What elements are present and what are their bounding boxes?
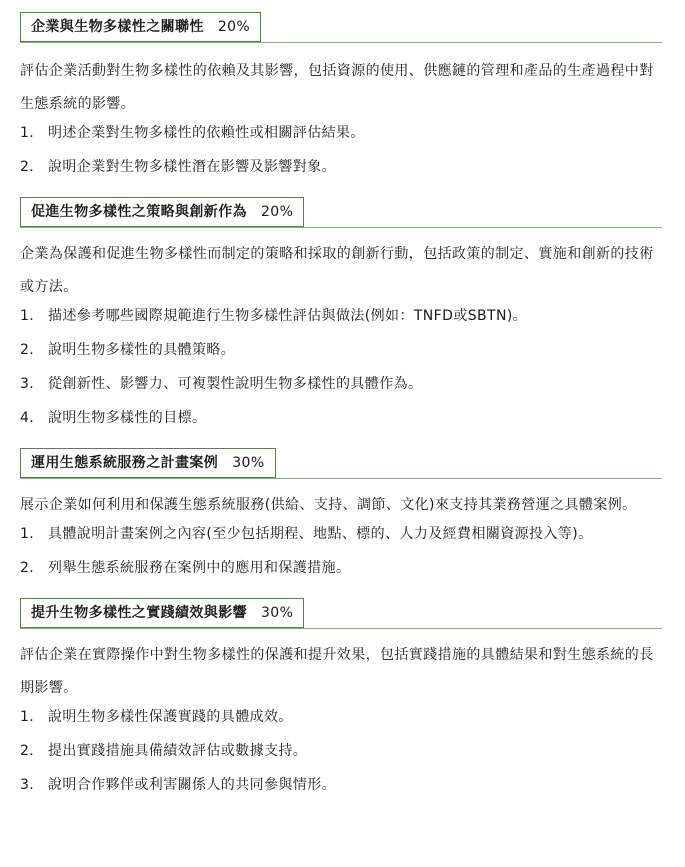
section-divider bbox=[20, 42, 662, 43]
section-title-text: 運用生態系統服務之計畫案例 bbox=[31, 455, 219, 471]
section-strategy-innovation bbox=[20, 197, 665, 428]
item-text: 具體說明計畫案例之內容(至少包括期程、地點、標的、人力及經費相關資源投入等)。 bbox=[48, 526, 593, 542]
criteria-list bbox=[20, 707, 665, 795]
section-divider bbox=[20, 227, 662, 228]
list-item bbox=[20, 707, 665, 727]
list-item bbox=[20, 741, 665, 761]
section-biodiversity-relevance bbox=[20, 12, 665, 177]
criteria-list bbox=[20, 123, 665, 177]
section-weight: 20% bbox=[261, 204, 294, 220]
list-item bbox=[20, 524, 665, 544]
list-item bbox=[20, 374, 665, 394]
list-item bbox=[20, 123, 665, 143]
section-title bbox=[20, 598, 304, 628]
section-title bbox=[20, 12, 261, 42]
item-text: 描述參考哪些國際規範進行生物多樣性評估與做法(例如：TNFD或SBTN)。 bbox=[48, 308, 528, 324]
section-ecosystem-services-cases bbox=[20, 448, 665, 578]
list-item bbox=[20, 775, 665, 795]
item-text: 說明生物多樣性的具體策略。 bbox=[48, 342, 236, 358]
item-text: 說明合作夥伴或利害關係人的共同參與情形。 bbox=[48, 777, 336, 793]
section-title-text: 企業與生物多樣性之關聯性 bbox=[31, 19, 204, 35]
section-weight: 30% bbox=[232, 455, 265, 471]
item-number: 2. bbox=[20, 159, 35, 175]
section-divider bbox=[20, 478, 662, 479]
section-description: 評估企業活動對生物多樣性的依賴及其影響，包括資源的使用、供應鏈的管理和產品的生產過程中對生態系統的影響。 bbox=[20, 63, 654, 112]
section-description: 評估企業在實際操作中對生物多樣性的保護和提升效果，包括實踐措施的具體結果和對生態系統的長期影響。 bbox=[20, 647, 654, 696]
section-weight: 20% bbox=[217, 19, 251, 35]
section-title-text: 提升生物多樣性之實踐績效與影響 bbox=[31, 605, 247, 621]
item-number: 2. bbox=[20, 560, 35, 576]
list-item bbox=[20, 306, 665, 326]
item-text: 明述企業對生物多樣性的依賴性或相關評估結果。 bbox=[48, 125, 365, 141]
section-title bbox=[20, 197, 304, 227]
item-text: 列舉生態系統服務在案例中的應用和保護措施。 bbox=[48, 560, 351, 576]
section-practice-performance bbox=[20, 598, 665, 795]
section-divider bbox=[20, 628, 662, 629]
section-weight: 30% bbox=[261, 605, 294, 621]
criteria-list bbox=[20, 524, 665, 578]
section-description: 展示企業如何利用和保護生態系統服務(供給、支持、調節、文化)來支持其業務營運之具體案例。 bbox=[20, 497, 637, 513]
criteria-list bbox=[20, 306, 665, 428]
item-text: 說明生物多樣性保護實踐的具體成效。 bbox=[48, 709, 293, 725]
list-item bbox=[20, 340, 665, 360]
item-number: 2. bbox=[20, 342, 35, 358]
item-text: 說明生物多樣性的目標。 bbox=[48, 410, 207, 426]
item-number: 1. bbox=[20, 308, 35, 324]
list-item bbox=[20, 558, 665, 578]
list-item bbox=[20, 408, 665, 428]
list-item bbox=[20, 157, 665, 177]
item-text: 提出實踐措施具備績效評估或數據支持。 bbox=[48, 743, 308, 759]
item-number: 1. bbox=[20, 526, 35, 542]
item-number: 1. bbox=[20, 125, 35, 141]
item-text: 從創新性、影響力、可複製性說明生物多樣性的具體作為。 bbox=[48, 376, 423, 392]
item-number: 1. bbox=[20, 709, 35, 725]
section-title bbox=[20, 448, 276, 478]
item-text: 說明企業對生物多樣性潛在影響及影響對象。 bbox=[48, 159, 336, 175]
section-description: 企業為保護和促進生物多樣性而制定的策略和採取的創新行動，包括政策的制定、實施和創新的技術或方法。 bbox=[20, 246, 654, 295]
item-number: 4. bbox=[20, 410, 35, 426]
item-number: 2. bbox=[20, 743, 35, 759]
item-number: 3. bbox=[20, 376, 35, 392]
item-number: 3. bbox=[20, 777, 35, 793]
section-title-text: 促進生物多樣性之策略與創新作為 bbox=[31, 204, 247, 220]
